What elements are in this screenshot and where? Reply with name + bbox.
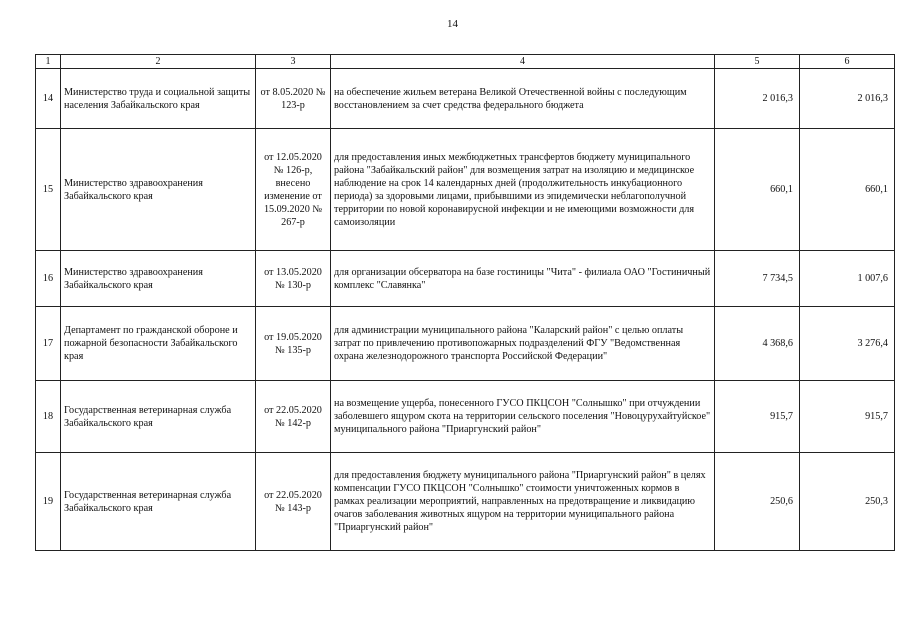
row-number: 14 <box>36 69 61 129</box>
document-ref-cell: от 19.05.2020 № 135-р <box>256 307 331 381</box>
purpose-cell: на обеспечение жильем ветерана Великой Отечественной войны с последующим восстановлением за счет средства федерального бюджета <box>331 69 715 129</box>
table-row <box>36 307 895 381</box>
document-ref-cell: от 22.05.2020 № 143-р <box>256 453 331 551</box>
amount-allocated-cell: 7 734,5 <box>715 251 800 307</box>
amount-spent-cell: 2 016,3 <box>800 69 895 129</box>
row-number: 19 <box>36 453 61 551</box>
organization-cell: Министерство здравоохранения Забайкальского края <box>61 129 256 251</box>
table-row <box>36 129 895 251</box>
amount-spent-cell: 250,3 <box>800 453 895 551</box>
amount-spent-cell: 915,7 <box>800 381 895 453</box>
column-header: 2 <box>61 55 256 69</box>
row-number: 16 <box>36 251 61 307</box>
amount-allocated-cell: 915,7 <box>715 381 800 453</box>
table-row <box>36 69 895 129</box>
column-header: 5 <box>715 55 800 69</box>
document-ref-cell: от 8.05.2020 № 123-р <box>256 69 331 129</box>
purpose-cell: для организации обсерватора на базе гостиницы "Чита" - филиала ОАО "Гостиничный комплекс "Славянка" <box>331 251 715 307</box>
purpose-cell: для предоставления иных межбюджетных трансфертов бюджету муниципального района "Забайкальский район" для возмещения затрат на изоляцию и медицинское наблюдение на срок 14 календарных дней (продолжительность инкубационного периода) за здоровыми лицами, прибывшими из эпидемически неблагополучной территории по новой коронавирусной инфекции и не имеющими возможности для самоизоляции <box>331 129 715 251</box>
amount-allocated-cell: 660,1 <box>715 129 800 251</box>
amount-allocated-cell: 250,6 <box>715 453 800 551</box>
row-number: 18 <box>36 381 61 453</box>
purpose-cell: на возмещение ущерба, понесенного ГУСО ПКЦСОН "Солнышко" при отчуждении заболевшего ящуром скота на территории сельского поселения "Новоцурухайтуйское" муниципального района "Приаргунский район" <box>331 381 715 453</box>
table-header-row <box>36 55 895 69</box>
purpose-cell: для администрации муниципального района "Каларский район" с целью оплаты затрат по привлечению противопожарных подразделений ФГУ "Ведомственная охрана железнодорожного транспорта Российской Федерации" <box>331 307 715 381</box>
column-header: 1 <box>36 55 61 69</box>
table-row <box>36 251 895 307</box>
document-ref-cell: от 12.05.2020 № 126-р, внесено изменение от 15.09.2020 № 267-р <box>256 129 331 251</box>
organization-cell: Государственная ветеринарная служба Забайкальского края <box>61 381 256 453</box>
organization-cell: Министерство здравоохранения Забайкальского края <box>61 251 256 307</box>
document-ref-cell: от 22.05.2020 № 142-р <box>256 381 331 453</box>
row-number: 15 <box>36 129 61 251</box>
organization-cell: Государственная ветеринарная служба Забайкальского края <box>61 453 256 551</box>
amount-spent-cell: 3 276,4 <box>800 307 895 381</box>
document-ref-cell: от 13.05.2020 № 130-р <box>256 251 331 307</box>
page-number: 14 <box>447 18 458 30</box>
column-header: 6 <box>800 55 895 69</box>
column-header: 4 <box>331 55 715 69</box>
purpose-cell: для предоставления бюджету муниципального района "Приаргунский район" в целях компенсации ГУСО ПКЦСОН "Солнышко" стоимости уничтоженных кормов в рамках реализации мероприятий, направленных на предотвращение и ликвидацию очагов заболевания животных ящуром на территории муниципального района "Приаргунский район" <box>331 453 715 551</box>
table-row <box>36 381 895 453</box>
column-header: 3 <box>256 55 331 69</box>
row-number: 17 <box>36 307 61 381</box>
table-row <box>36 453 895 551</box>
amount-spent-cell: 1 007,6 <box>800 251 895 307</box>
amount-allocated-cell: 4 368,6 <box>715 307 800 381</box>
organization-cell: Министерство труда и социальной защиты населения Забайкальского края <box>61 69 256 129</box>
amount-spent-cell: 660,1 <box>800 129 895 251</box>
allocation-table <box>35 54 895 551</box>
amount-allocated-cell: 2 016,3 <box>715 69 800 129</box>
organization-cell: Департамент по гражданской обороне и пожарной безопасности Забайкальского края <box>61 307 256 381</box>
